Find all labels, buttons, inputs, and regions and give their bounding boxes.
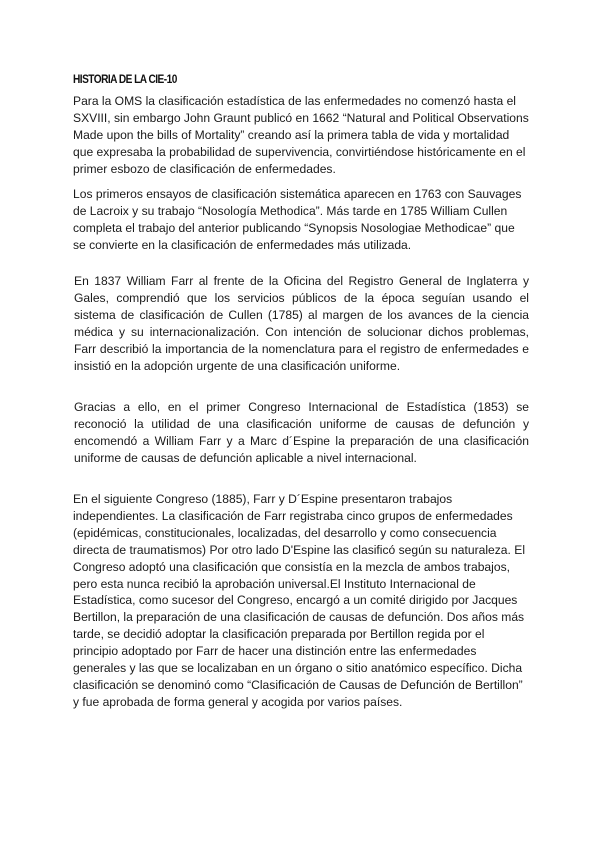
paragraph-farr-1837: En 1837 William Farr al frente de la Oficina del Registro General de Inglaterra y Gales, comprendió que los servicios públicos de la época seguían usando el sistema de clasificación de Cullen (1785) al margen de los avances de la ciencia médica y su internacionalización. Con intención de solucionar dichos problemas, Farr describió la importancia de la nomenclatura para el registro de enfermedades e insistió en la adopción urgente de una clasificación uniforme. [74,274,529,373]
paragraph-congreso-1885-bertillon: En el siguiente Congreso (1885), Farr y D´Espine presentaron trabajos independientes. La clasificación de Farr registraba cinco grupos de enfermedades (epidémicas, constitucionales, localizadas, del desarrollo y como consecuencia directa de traumatismos) Por otro lado D'Espine las clasificó según su naturaleza. El Congreso adoptó una clasificación que consistía en la mezcla de ambos trabajos, pero esta nunca recibió la aprobación universal.El Instituto Internacional de Estadística, como sucesor del Congreso, encargó a un comité dirigido por Jacques Bertillon, la preparación de una clasificación de causas de defunción. Dos años más tarde, se decidió adoptar la clasificación preparada por Bertillon regida por el principio adoptado por Farr de hacer una distinción entre las enfermedades generales y las que se localizaban en un órgano o sitio anatómico específico. Dicha clasificación se denominó como “Clasificación de Causas de Defunción de Bertillon” y fue aprobada de forma general y acogida por varios países. [73,492,526,709]
paragraph-sauvages-cullen: Los primeros ensayos de clasificación sistemática aparecen en 1763 con Sauvages de Lacroix y su trabajo “Nosología Methodica”. Más tarde en 1785 William Cullen completa el trabajo del anterior publicando “Synopsis Nosologiae Methodicae” que se convierte en la clasificación de enfermedades más utilizada. [73,187,522,252]
document-title: HISTORIA DE LA CIE-10 [73,74,177,86]
paragraph-graunt: Para la OMS la clasificación estadística de las enfermedades no comenzó hasta el SXVIII, sin embargo John Graunt publicó en 1662 “Natural and Political Observations Made upon the bills of Mortality” creando así la primera tabla de vida y mortalidad que expresaba la probabilidad de supervivencia, convirtiéndose históricamente en el primer esbozo de clasificación de enfermedades. [73,94,529,176]
paragraph-congreso-1853: Gracias a ello, en el primer Congreso Internacional de Estadística (1853) se reconoció la utilidad de una clasificación uniforme de causas de defunción y encomendó a William Farr y a Marc d´Espine la preparación de una clasificación uniforme de causas de defunción aplicable a nivel internacional. [74,400,529,465]
